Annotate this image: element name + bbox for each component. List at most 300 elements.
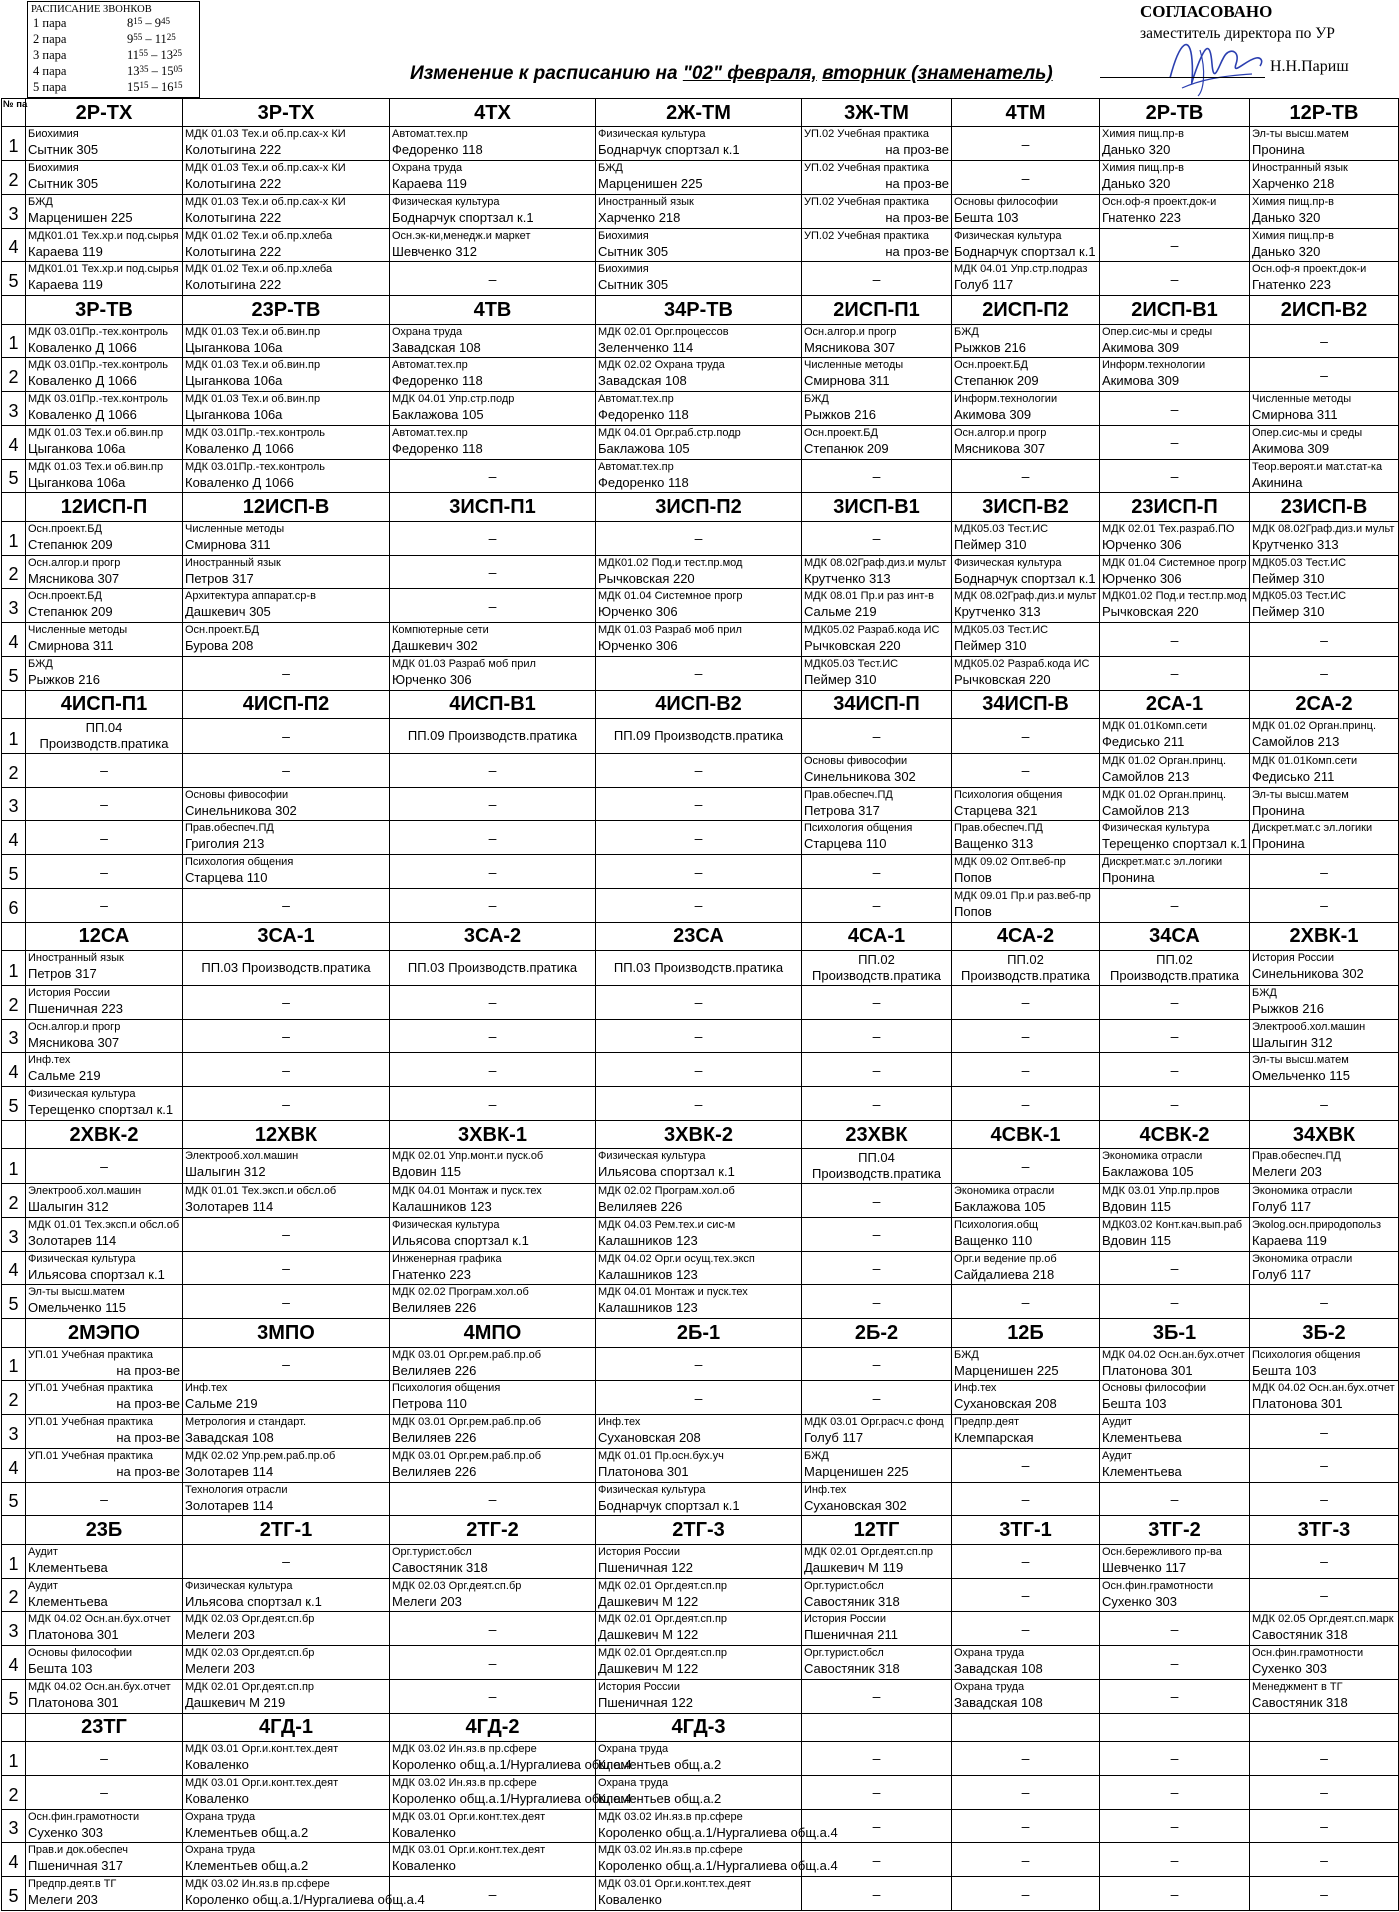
lesson-teacher-room: Баклажова 105 [1102, 1164, 1194, 1180]
lesson-subject: МДК 08.01 Пр.и раз инт-в [804, 590, 934, 603]
lesson-subject: Осн.проект.БД [954, 359, 1028, 372]
lesson-cell [596, 392, 802, 426]
empty-cell: – [952, 1578, 1100, 1612]
lesson-cell [596, 623, 802, 657]
lesson-cell [26, 127, 183, 161]
group-header: 34ИСП-П [802, 690, 952, 718]
lesson-subject: Менеджмент в ТГ [1252, 1680, 1343, 1693]
lesson-teacher-room: Завадская 108 [392, 339, 481, 355]
empty-cell: – [1250, 888, 1399, 922]
lesson-cell [26, 589, 183, 623]
empty-cell: – [1250, 1742, 1399, 1776]
empty-cell: – [183, 753, 390, 787]
group-header: 3ХВК-1 [390, 1120, 596, 1148]
group-header-row [2, 922, 1399, 950]
lesson-subject: Орг.турист.обсл [392, 1545, 472, 1558]
lesson-cell [596, 1843, 838, 1877]
lesson-subject: МДК05.03 Тест.ИС [954, 624, 1049, 637]
lesson-cell [1100, 951, 1250, 986]
lesson-cell [952, 521, 1100, 555]
lesson-cell [26, 1877, 183, 1911]
pair-number: 2 [2, 1578, 26, 1612]
lesson-subject: МДК 04.03 Рем.тех.и сис-м [598, 1218, 736, 1231]
lesson-teacher-room: Юрченко 306 [1102, 536, 1182, 552]
lesson-cell [802, 127, 952, 161]
lesson-cell [596, 555, 802, 589]
lesson-teacher-room: Клементьева [1102, 1430, 1182, 1446]
empty-cell: – [1100, 262, 1250, 296]
empty-cell: – [183, 656, 390, 690]
lesson-subject: Психология общения [185, 856, 294, 869]
lesson-teacher-room: Платонова 301 [1102, 1362, 1193, 1378]
bell-ss: 35 [139, 64, 149, 74]
group-header: 4ИСП-П2 [183, 690, 390, 718]
lesson-subject: Физическая культура [1102, 822, 1210, 835]
lesson-cell [1100, 589, 1250, 623]
lesson-cell [596, 1809, 838, 1843]
lesson-cell [1250, 753, 1399, 787]
empty-cell: – [183, 1087, 390, 1121]
empty-cell: – [390, 1482, 596, 1516]
empty-cell: – [1250, 324, 1399, 358]
lesson-cell [1250, 425, 1399, 459]
empty-cell: – [1250, 1809, 1399, 1843]
lesson-teacher-room: Савостяник 318 [804, 1593, 900, 1609]
lesson-teacher-room: Синельникова 302 [804, 768, 916, 784]
lesson-cell [183, 459, 390, 493]
empty-cell: – [952, 719, 1100, 754]
lesson-subject: История России [598, 1545, 680, 1558]
group-header: 4ГД-1 [183, 1713, 390, 1741]
lesson-subject: БЖД [28, 657, 53, 670]
empty-cell: – [390, 1053, 596, 1087]
lesson-subject: Орг.турист.обсл [804, 1647, 884, 1660]
table-row [2, 1809, 1399, 1843]
lesson-cell [802, 228, 952, 262]
lesson-cell [26, 1053, 183, 1087]
table-row [2, 1877, 1399, 1911]
pair-number: 1 [2, 521, 26, 555]
lesson-subject: Охрана труда [598, 1743, 669, 1756]
lesson-subject: МДК 02.03 Орг.деят.сп.бр [392, 1579, 522, 1592]
lesson-teacher-room: Крутченко 313 [1252, 536, 1339, 552]
schedule-table [1, 98, 1399, 1911]
lesson-teacher-room: Цыганкова 106а [28, 474, 126, 490]
lesson-teacher-room: Караева 119 [392, 176, 467, 192]
bell-time [127, 48, 182, 63]
lesson-teacher-room: Пеймер 310 [804, 671, 877, 687]
time-separator: – [148, 64, 161, 78]
lesson-subject: МДК 02.01 Тех.разраб.ПО [1102, 522, 1235, 535]
lesson-subject: Иностранный язык [1252, 162, 1348, 175]
lesson-teacher-room: Федисько 211 [1102, 734, 1185, 750]
lesson-cell [1100, 1544, 1250, 1578]
lesson-subject: МДК 02.03 Орг.деят.сп.бр [185, 1613, 315, 1626]
lesson-cell [1250, 127, 1399, 161]
group-header: 3Ж-ТМ [802, 99, 952, 127]
lesson-teacher-room: Сухенко 303 [1252, 1661, 1328, 1677]
group-header: 4ТВ [390, 296, 596, 324]
lesson-cell [26, 358, 183, 392]
table-row [2, 1578, 1399, 1612]
lesson-teacher-room: Коваленко [185, 1790, 249, 1806]
table-row [2, 521, 1399, 555]
lesson-teacher-room: Юрченко 306 [1102, 570, 1182, 586]
empty-cell: – [1100, 392, 1250, 426]
lesson-subject: Иностранный язык [28, 952, 124, 965]
lesson-cell [26, 459, 183, 493]
bell-start: 8 [127, 16, 134, 30]
lesson-teacher-room: Колотыгина 222 [185, 176, 282, 192]
bell-row [31, 64, 196, 80]
lesson-cell [802, 589, 952, 623]
pair-number: 1 [2, 719, 26, 754]
lesson-teacher-room: Омельченко 115 [28, 1300, 126, 1316]
lesson-teacher-room: Бешта 103 [1102, 1396, 1167, 1412]
table-row [2, 1019, 1399, 1053]
lesson-teacher-room: Дашкевич М 119 [804, 1559, 904, 1575]
lesson-teacher-room: Данько 320 [1252, 243, 1321, 259]
lesson-cell [183, 1809, 390, 1843]
lesson-subject: Психология.общ [954, 1218, 1039, 1231]
lesson-teacher-room: Мясникова 307 [28, 570, 120, 586]
pair-number: 2 [2, 1184, 26, 1218]
lesson-teacher-room: Пронина [1252, 802, 1305, 818]
lesson-cell [183, 1646, 390, 1680]
lesson-detail: на проз-ве [116, 1463, 180, 1479]
lesson-teacher-room: Боднарчук спортзал к.1 [954, 243, 1096, 259]
lesson-cell [1250, 1019, 1399, 1053]
group-header: 2Б-1 [596, 1319, 802, 1347]
lesson-teacher-room: Савостяник 318 [1252, 1627, 1348, 1643]
lesson-teacher-room: Федоренко 118 [598, 474, 689, 490]
lesson-subject: Инф.тех [804, 1483, 847, 1496]
lesson-subject: УП.01 Учебная практика [28, 1348, 153, 1361]
lesson-subject: Охрана труда [392, 162, 463, 175]
lesson-teacher-room: Пшеничная 211 [804, 1627, 899, 1643]
lesson-subject: МДК 04.01 Упр.стр.подраз [954, 263, 1088, 276]
lesson-teacher-room: Юрченко 306 [392, 671, 472, 687]
pair-number: 5 [2, 1285, 26, 1319]
lesson-cell [183, 1184, 390, 1218]
lesson-teacher-room: Калашников 123 [598, 1300, 698, 1316]
lesson-teacher-room: Сальме 219 [28, 1068, 101, 1084]
lesson-teacher-room: Велиляев 226 [598, 1199, 683, 1215]
group-header [802, 1713, 952, 1741]
lesson-cell [952, 392, 1100, 426]
lesson-subject: БЖД [804, 1449, 829, 1462]
lesson-subject: Эл-ты высш.матем [1252, 788, 1349, 801]
table-row [2, 1087, 1399, 1121]
approver-position: заместитель директора по УР [1140, 25, 1335, 42]
lesson-cell [802, 358, 952, 392]
lesson-subject: МДК 03.01 Орг.и.конт.тех.деят [185, 1743, 339, 1756]
lesson-cell [596, 228, 802, 262]
lesson-subject: Прав.обеспеч.ПД [1252, 1150, 1341, 1163]
lesson-cell [1100, 127, 1250, 161]
lesson-cell [952, 358, 1100, 392]
empty-cell: – [952, 1149, 1100, 1184]
lesson-teacher-room: Ильясова спортзал к.1 [392, 1232, 529, 1248]
lesson-cell [26, 1646, 183, 1680]
table-row [2, 127, 1399, 161]
lesson-teacher-room: Савостяник 318 [804, 1661, 900, 1677]
lesson-teacher-room: Синельникова 302 [185, 802, 297, 818]
corner-cell [2, 493, 26, 521]
lesson-subject: МДК 03.01 Орг.рем.раб.пр.об [392, 1449, 542, 1462]
group-header: 23Р-ТВ [183, 296, 390, 324]
bell-row [31, 16, 196, 32]
lesson-cell [802, 161, 952, 195]
lesson-teacher-room: Коваленко Д 1066 [185, 440, 294, 456]
group-header: 3Б-1 [1100, 1319, 1250, 1347]
lesson-teacher-room: Крутченко 313 [804, 570, 891, 586]
lesson-cell [1250, 1679, 1399, 1713]
lesson-cell [952, 1251, 1100, 1285]
lesson-cell [26, 1184, 183, 1218]
lesson-cell [596, 1482, 802, 1516]
lesson-teacher-room: Вдовин 115 [1102, 1232, 1172, 1248]
lesson-subject: Осн.алгор.и прогр [28, 556, 121, 569]
empty-cell: – [1250, 1448, 1399, 1482]
lesson-teacher-room: Платонова 301 [28, 1694, 119, 1710]
group-header: 2ИСП-В1 [1100, 296, 1250, 324]
lesson-subject: МДК 02.02 Програм.хол.об [598, 1185, 735, 1198]
empty-cell: – [1100, 1053, 1250, 1087]
lesson-subject: МДК03.02 Конт.кач.вып.раб [1102, 1218, 1243, 1231]
group-header: 2ХВК-2 [26, 1120, 183, 1148]
lesson-teacher-room: Калашников 123 [392, 1199, 492, 1215]
group-header-row [2, 99, 1399, 127]
empty-cell: – [802, 1053, 952, 1087]
empty-cell: – [1100, 623, 1250, 657]
pair-number: 2 [2, 1381, 26, 1415]
lesson-subject: МДК 01.01 Пр.осн.бух.уч [598, 1449, 724, 1462]
lesson-subject: МДК 03.01 Орг.и.конт.тех.деят [598, 1878, 752, 1891]
lesson-cell [596, 1775, 802, 1809]
pair-number: 5 [2, 262, 26, 296]
pair-number-header: № па [2, 99, 26, 127]
lesson-teacher-room: Короленко общ.а.1/Нургалиева общ.а.4 [392, 1790, 632, 1806]
lesson-cell [1250, 1612, 1399, 1646]
lesson-teacher-room: Бешта 103 [28, 1661, 93, 1677]
lesson-cell [390, 1381, 596, 1415]
lesson-subject: УП.02 Учебная практика [804, 195, 929, 208]
lesson-cell [1100, 787, 1250, 821]
empty-cell: – [1100, 1285, 1250, 1319]
lesson-subject: Опер.сис-мы и среды [1252, 426, 1363, 439]
lesson-teacher-room: Омельченко 115 [1252, 1068, 1350, 1084]
lesson-subject: МДК 04.01 Упр.стр.подр [392, 393, 515, 406]
lesson-subject: Физическая культура [954, 229, 1062, 242]
table-row [2, 787, 1399, 821]
empty-cell: – [802, 1809, 952, 1843]
lesson-cell [183, 262, 390, 296]
empty-cell: – [183, 1251, 390, 1285]
lesson-teacher-room: Петров 317 [28, 966, 97, 982]
lesson-cell [1100, 719, 1250, 754]
table-row [2, 1612, 1399, 1646]
table-row [2, 951, 1399, 986]
lesson-cell [596, 262, 802, 296]
lesson-cell [1250, 194, 1399, 228]
empty-cell: – [390, 855, 596, 889]
lesson-subject: БЖД [28, 195, 53, 208]
table-row [2, 324, 1399, 358]
lesson-cell [183, 855, 390, 889]
empty-cell: – [26, 1149, 183, 1184]
lesson-subject: МДК 01.03 Тех.и об.вин.пр [28, 460, 164, 473]
empty-cell: – [802, 1251, 952, 1285]
pair-number: 4 [2, 1646, 26, 1680]
pair-number: 2 [2, 1775, 26, 1809]
lesson-teacher-room: Коваленко [392, 1858, 456, 1874]
lesson-subject: МДК 01.03 Тех.и об.вин.пр [185, 393, 321, 406]
lesson-subject: МДК 03.02 Ин.яз.в пр.сфере [392, 1743, 537, 1756]
lesson-detail: Производств.пратика [1110, 968, 1239, 984]
group-header: 3СА-1 [183, 922, 390, 950]
lesson-subject: МДК01.02 Под.и тест.пр.мод [598, 556, 743, 569]
lesson-subject: МДК 03.01Пр.-тех.контроль [28, 325, 169, 338]
lesson-cell [183, 1482, 390, 1516]
lesson-teacher-room: Бешта 103 [954, 209, 1019, 225]
empty-cell: – [1100, 656, 1250, 690]
lesson-cell [596, 1285, 802, 1319]
lesson-cell [390, 1809, 596, 1843]
group-header: 4ИСП-В2 [596, 690, 802, 718]
lesson-subject: МДК 03.01 Орг.рем.раб.пр.об [392, 1348, 542, 1361]
lesson-teacher-room: Короленко общ.а.1/Нургалиева общ.а.4 [185, 1892, 425, 1908]
lesson-teacher-room: Рыжков 216 [1252, 1000, 1324, 1016]
lesson-subject: Экономика отрасли [1102, 1150, 1203, 1163]
lesson-teacher-room: Юрченко 306 [598, 638, 678, 654]
lesson-subject: Осн.алгор.и прогр [28, 1020, 121, 1033]
lesson-cell [952, 888, 1100, 922]
lesson-cell [26, 985, 183, 1019]
group-header-row [2, 1713, 1399, 1741]
lesson-subject: Химия пищ.пр-в [1252, 195, 1334, 208]
group-header: 12ИСП-В [183, 493, 390, 521]
schedule-table-body [2, 99, 1399, 1911]
lesson-subject: Эл-ты высш.матем [1252, 1054, 1349, 1067]
empty-cell: – [26, 1482, 183, 1516]
lesson-teacher-room: Рыжков 216 [804, 407, 876, 423]
empty-cell: – [952, 1544, 1100, 1578]
lesson-subject: МДК 03.01 Орг.и.конт.тех.деят [392, 1844, 546, 1857]
lesson-cell [596, 1578, 802, 1612]
lesson-teacher-room: Голуб 117 [1252, 1199, 1312, 1215]
lesson-teacher-room: Платонова 301 [28, 1627, 119, 1643]
empty-cell: – [1100, 1019, 1250, 1053]
lesson-teacher-room: Мясникова 307 [954, 440, 1046, 456]
empty-cell: – [1100, 985, 1250, 1019]
empty-cell: – [390, 985, 596, 1019]
lesson-teacher-room: Ильясова спортзал к.1 [28, 1266, 165, 1282]
lesson-teacher-room: Попов [954, 903, 992, 919]
table-row [2, 1646, 1399, 1680]
lesson-cell [183, 228, 390, 262]
group-header-row [2, 1319, 1399, 1347]
lesson-subject: Физическая культура [598, 128, 706, 141]
lesson-teacher-room: Бешта 103 [1252, 1362, 1317, 1378]
lesson-teacher-room: Пшеничная 223 [28, 1000, 123, 1016]
lesson-subject: История России [1252, 952, 1334, 965]
lesson-cell [952, 951, 1100, 986]
empty-cell: – [1250, 1415, 1399, 1449]
table-row [2, 821, 1399, 855]
lesson-detail: Производств.пратика [961, 968, 1090, 984]
title-day: вторник (знаменатель) [822, 63, 1053, 84]
lesson-teacher-room: Золотарев 114 [28, 1232, 117, 1248]
time-separator: – [148, 48, 161, 62]
empty-cell: – [183, 1019, 390, 1053]
corner-cell [2, 690, 26, 718]
lesson-teacher-room: Мелеги 203 [28, 1892, 98, 1908]
table-row [2, 1742, 1399, 1776]
lesson-teacher-room: Пеймер 310 [954, 536, 1027, 552]
group-header: 3ИСП-В1 [802, 493, 952, 521]
lesson-detail: Производств.пратика [812, 968, 941, 984]
group-header: 12ХВК [183, 1120, 390, 1148]
table-row [2, 1149, 1399, 1184]
lesson-subject: Экономика отрасли [954, 1185, 1055, 1198]
lesson-subject: Прав.обеспеч.ПД [804, 788, 893, 801]
pair-number: 4 [2, 623, 26, 657]
empty-cell: – [802, 1285, 952, 1319]
empty-cell: – [390, 753, 596, 787]
lesson-cell [26, 262, 183, 296]
table-row [2, 888, 1399, 922]
lesson-teacher-room: Степанюк 209 [804, 440, 889, 456]
lesson-cell [596, 951, 802, 986]
group-header: 4СВК-2 [1100, 1120, 1250, 1148]
lesson-subject: Предпр.деят [954, 1416, 1019, 1429]
lesson-subject: МДК 08.02Граф.диз.и мульт [804, 556, 947, 569]
empty-cell: – [183, 1544, 390, 1578]
pair-number: 3 [2, 1612, 26, 1646]
lesson-subject: МДК 01.02 Орган.принц. [1102, 788, 1227, 801]
lesson-teacher-room: Самойлов 213 [1252, 734, 1340, 750]
empty-cell: – [1100, 1646, 1250, 1680]
lesson-subject: Теор.вероят.и мат.стат-ка [1252, 460, 1383, 473]
lesson-cell [26, 1087, 183, 1121]
empty-cell: – [802, 855, 952, 889]
lesson-subject: Основы фивософии [185, 788, 289, 801]
pair-number: 3 [2, 194, 26, 228]
lesson-cell [183, 787, 390, 821]
empty-cell: – [26, 888, 183, 922]
lesson-cell [1250, 161, 1399, 195]
lesson-teacher-room: Клементьев общ.а.2 [598, 1757, 722, 1773]
lesson-subject: Инф.тех [598, 1416, 641, 1429]
corner-cell [2, 922, 26, 950]
lesson-subject: МДК05.03 Тест.ИС [954, 522, 1049, 535]
table-row [2, 228, 1399, 262]
lesson-cell [802, 555, 952, 589]
lesson-subject: Осн.оф-я проект.док-и [1252, 263, 1367, 276]
lesson-teacher-room: Марценишен 225 [954, 1362, 1059, 1378]
lesson-teacher-room: Дашкевич 305 [185, 604, 271, 620]
pair-number: 1 [2, 1544, 26, 1578]
lesson-subject: МДК 04.02 Осн.ан.бух.отчет [1252, 1382, 1395, 1395]
lesson-subject: Физическая культура [392, 195, 500, 208]
lesson-teacher-room: Юрченко 306 [598, 604, 678, 620]
lesson-cell [390, 1544, 596, 1578]
lesson-teacher-room: Федоренко 118 [392, 440, 483, 456]
bell-pair-label: 5 пара [33, 80, 67, 94]
corner-cell [2, 1319, 26, 1347]
lesson-cell [26, 623, 183, 657]
